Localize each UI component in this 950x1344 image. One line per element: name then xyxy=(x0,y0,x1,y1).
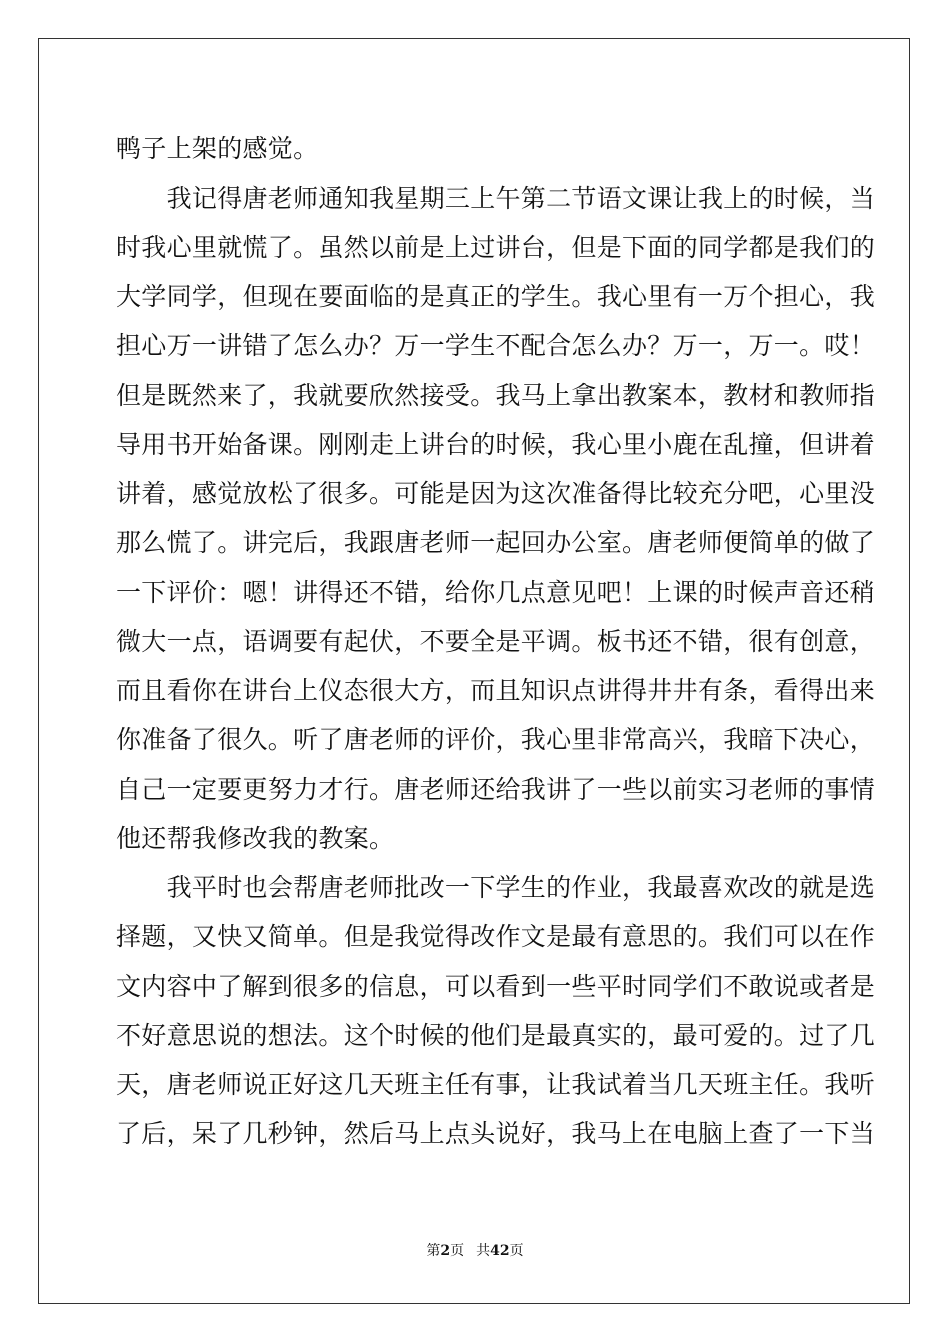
text-line: 我平时也会帮唐老师批改一下学生的作业，我最喜欢改的就是选 xyxy=(116,873,876,902)
current-page-number: 2 xyxy=(440,1243,451,1259)
text-line: 不好意思说的想法。这个时候的他们是最真实的，最可爱的。过了几 xyxy=(116,1021,876,1050)
text-line: 那么慌了。讲完后，我跟唐老师一起回办公室。唐老师便简单的做了 xyxy=(116,528,876,557)
total-label-prefix: 共 xyxy=(476,1243,491,1259)
text-line: 而且看你在讲台上仪态很大方，而且知识点讲得井井有条，看得出来 xyxy=(116,676,876,705)
page-label-suffix: 页 xyxy=(450,1243,465,1259)
text-line: 了后，呆了几秒钟，然后马上点头说好，我马上在电脑上查了一下当 xyxy=(116,1119,876,1148)
text-line: 他还帮我修改我的教案。 xyxy=(116,824,395,853)
page-border xyxy=(38,38,910,1304)
text-line: 大学同学，但现在要面临的是真正的学生。我心里有一万个担心，我 xyxy=(116,282,876,311)
text-line: 你准备了很久。听了唐老师的评价，我心里非常高兴，我暗下决心， xyxy=(116,725,876,754)
text-line: 天，唐老师说正好这几天班主任有事，让我试着当几天班主任。我听 xyxy=(116,1070,876,1099)
text-line: 时我心里就慌了。虽然以前是上过讲台，但是下面的同学都是我们的 xyxy=(116,233,876,262)
text-line: 文内容中了解到很多的信息，可以看到一些平时同学们不敢说或者是 xyxy=(116,972,876,1001)
total-label-suffix: 页 xyxy=(509,1243,524,1259)
text-line: 担心万一讲错了怎么办？万一学生不配合怎么办？万一，万一。哎！ xyxy=(116,331,876,360)
text-line: 导用书开始备课。刚刚走上讲台的时候，我心里小鹿在乱撞，但讲着 xyxy=(116,430,876,459)
text-line: 讲着，感觉放松了很多。可能是因为这次准备得比较充分吧，心里没 xyxy=(116,479,876,508)
text-line: 择题，又快又简单。但是我觉得改作文是最有意思的。我们可以在作 xyxy=(116,922,876,951)
text-line: 一下评价：嗯！讲得还不错，给你几点意见吧！上课的时候声音还稍 xyxy=(116,578,876,607)
total-page-count: 42 xyxy=(490,1243,510,1259)
page-footer xyxy=(0,1240,950,1260)
page-label-prefix: 第 xyxy=(426,1243,441,1259)
text-line: 鸭子上架的感觉。 xyxy=(116,134,319,163)
text-line: 我记得唐老师通知我星期三上午第二节语文课让我上的时候，当 xyxy=(116,184,876,213)
text-line: 自己一定要更努力才行。唐老师还给我讲了一些以前实习老师的事情 xyxy=(116,775,876,804)
text-line: 微大一点，语调要有起伏，不要全是平调。板书还不错，很有创意， xyxy=(116,627,876,656)
text-line: 但是既然来了，我就要欣然接受。我马上拿出教案本，教材和教师指 xyxy=(116,381,876,410)
